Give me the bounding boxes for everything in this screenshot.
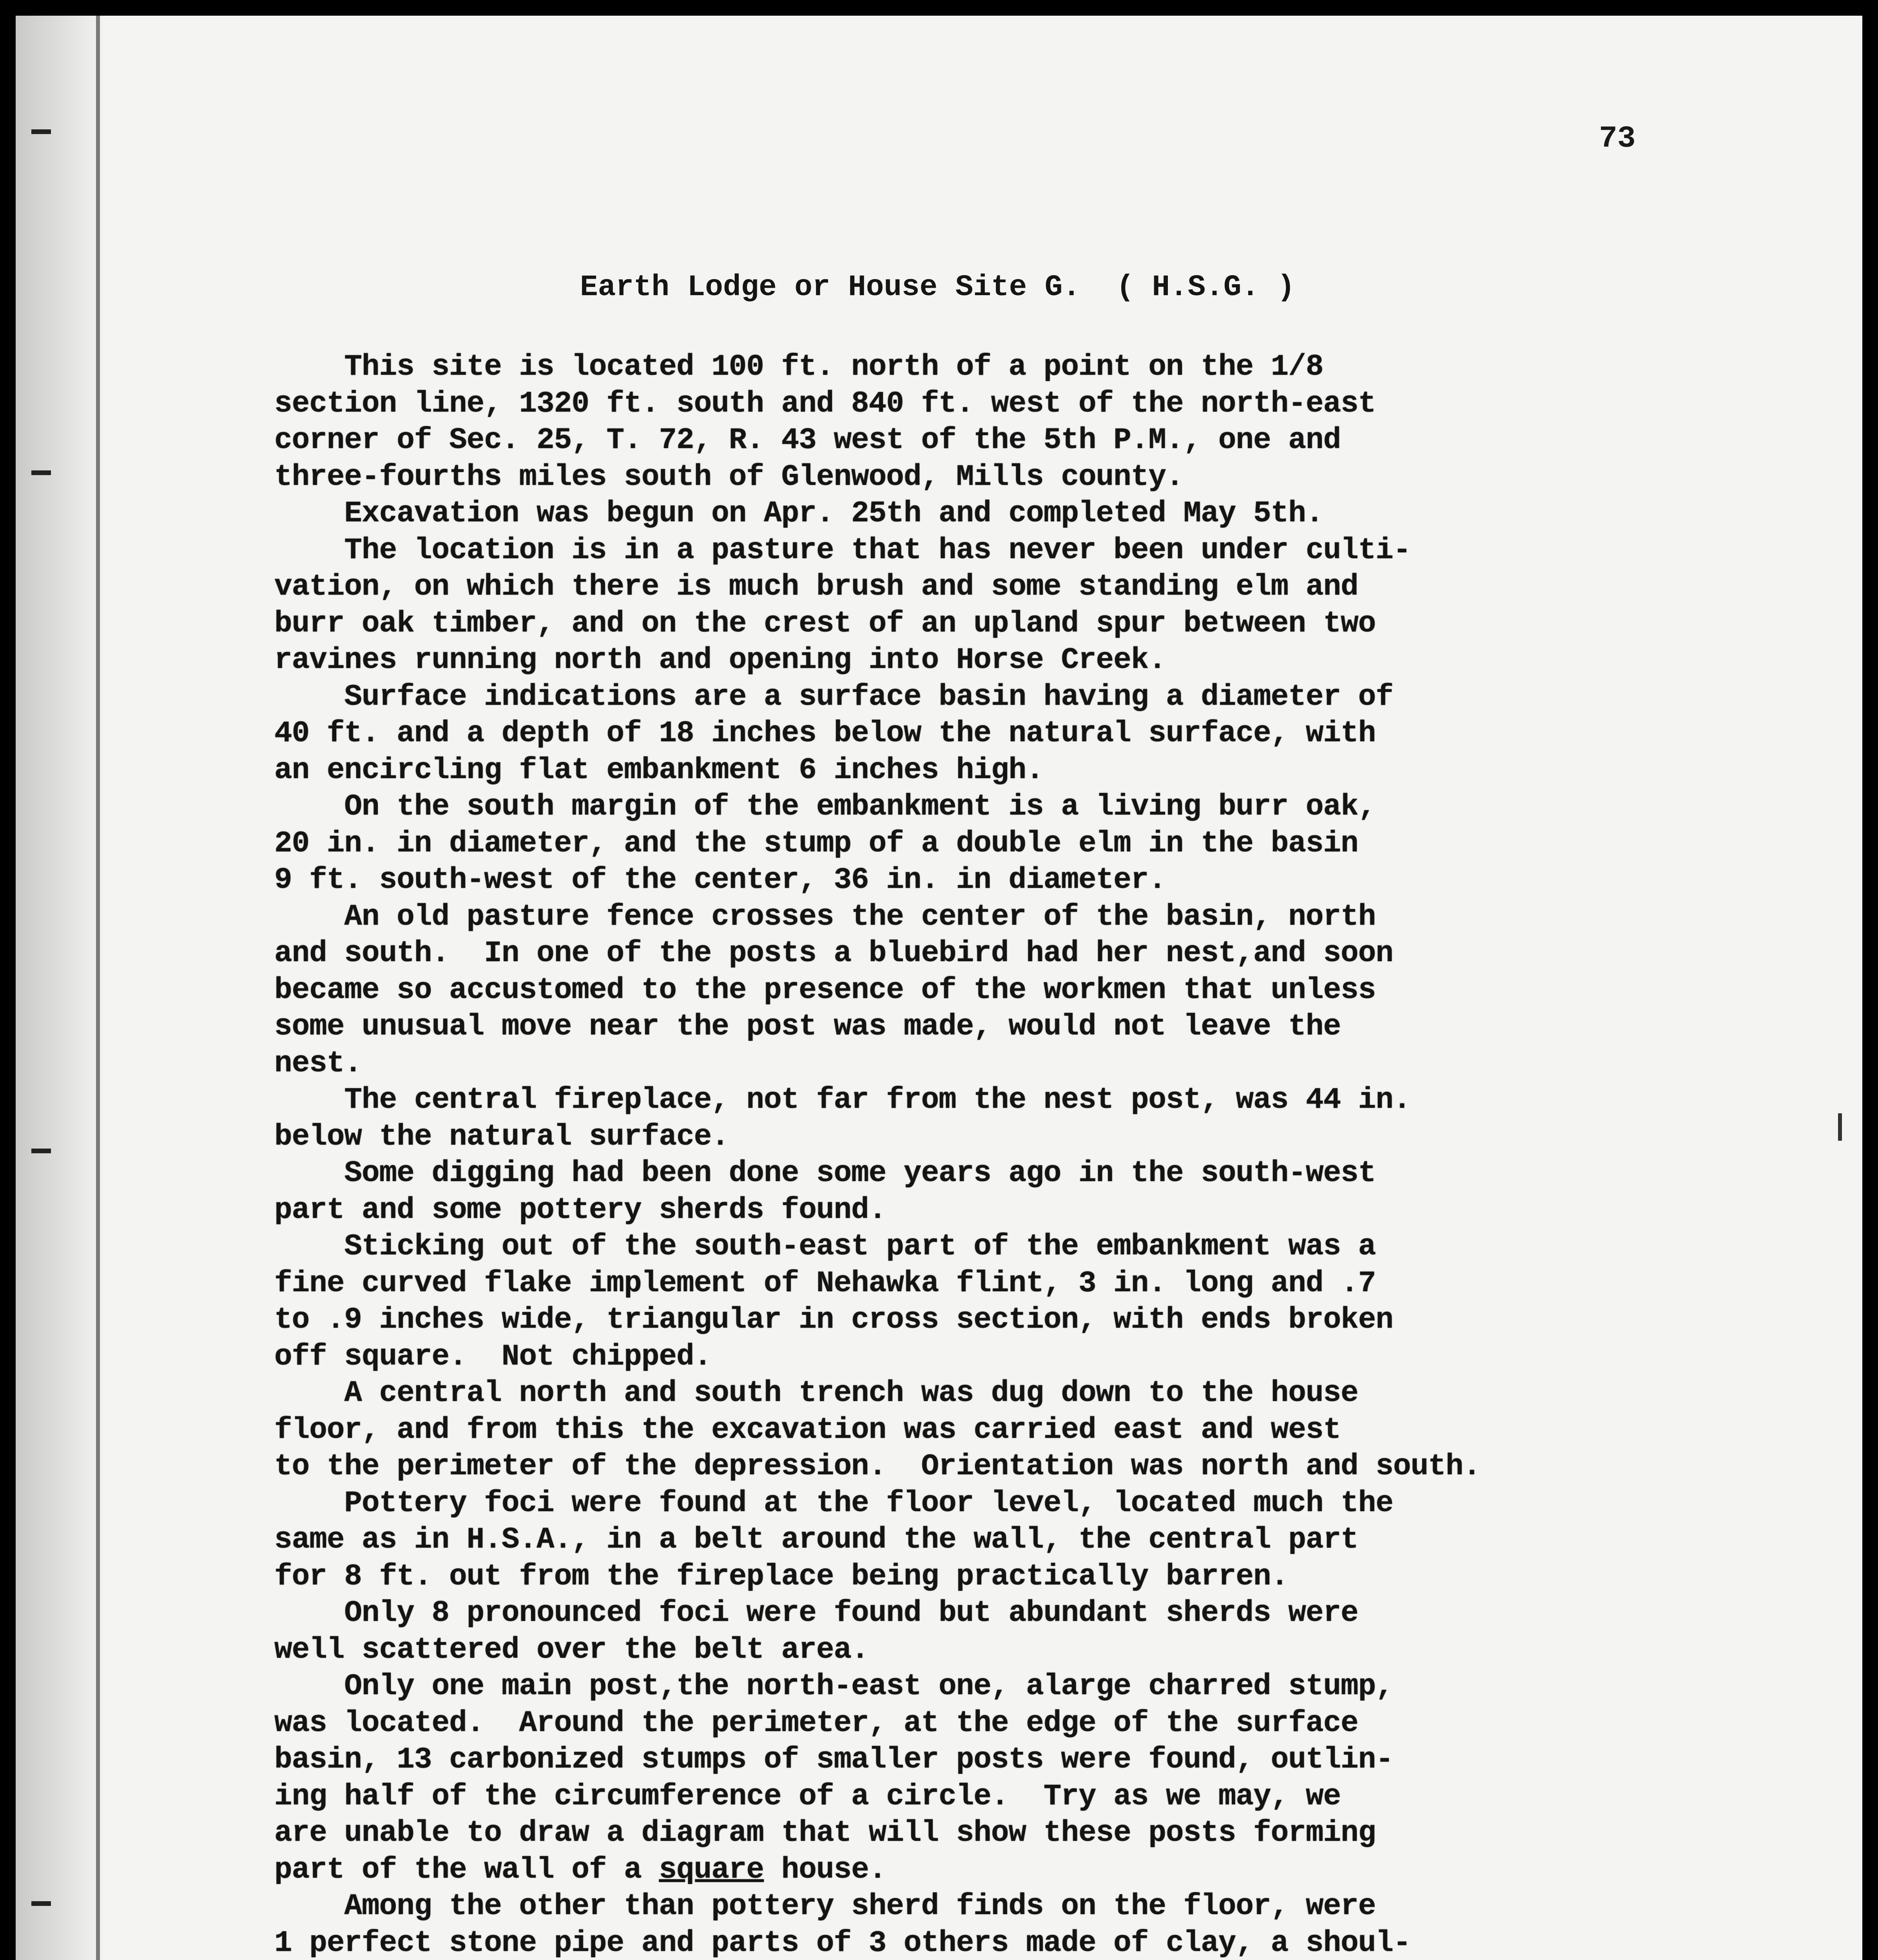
text-line: basin, 13 carbonized stumps of smaller posts were found, outlin- <box>274 1743 1393 1777</box>
text-line: 20 in. in diameter, and the stump of a double elm in the basin <box>274 826 1358 860</box>
text-line: ravines running north and opening into Horse Creek. <box>274 643 1166 677</box>
text-line: Only 8 pronounced foci were found but abundant sherds were <box>274 1596 1358 1630</box>
text-line: 1 perfect stone pipe and parts of 3 others made of clay, a shoul- <box>274 1926 1411 1960</box>
text-line: burr oak timber, and on the crest of an upland spur between two <box>274 606 1376 641</box>
binding-tick <box>31 1901 51 1906</box>
text-line: section line, 1320 ft. south and 840 ft. west of the north-east <box>274 387 1376 421</box>
text-line: below the natural surface. <box>274 1120 729 1154</box>
text-line: for 8 ft. out from the fireplace being practically barren. <box>274 1559 1289 1593</box>
text-line: Pottery foci were found at the floor level, located much the <box>274 1486 1393 1520</box>
text-fragment: part of the wall of a <box>274 1853 659 1887</box>
text-line: fine curved flake implement of Nehawka flint, 3 in. long and .7 <box>274 1266 1376 1300</box>
binding-tick <box>31 470 51 475</box>
text-line: off square. Not chipped. <box>274 1339 712 1374</box>
text-line: The central fireplace, not far from the nest post, was 44 in. <box>274 1083 1411 1117</box>
text-line: Sticking out of the south-east part of the embankment was a <box>274 1230 1376 1263</box>
text-line: Some digging had been done some years ago in the south-west <box>274 1156 1376 1190</box>
page-title: Earth Lodge or House Site G. ( H.S.G. ) <box>580 270 1295 304</box>
page-number: 73 <box>1599 122 1636 156</box>
text-line: 40 ft. and a depth of 18 inches below the natural surface, with <box>274 717 1376 750</box>
text-line: an encircling flat embankment 6 inches high. <box>274 753 1044 787</box>
text-line: to the perimeter of the depression. Orientation was north and south. <box>274 1450 1481 1483</box>
text-line: corner of Sec. 25, T. 72, R. 43 west of the 5th P.M., one and <box>274 423 1341 457</box>
underlined-word: square <box>659 1853 764 1887</box>
text-line: and south. In one of the posts a bluebird had her nest,and soon <box>274 936 1393 970</box>
text-line: nest. <box>274 1046 362 1080</box>
text-line: Surface indications are a surface basin having a diameter of <box>274 680 1393 714</box>
text-line: was located. Around the perimeter, at the edge of the surface <box>274 1706 1358 1740</box>
text-line: vation, on which there is much brush and some standing elm and <box>274 570 1358 604</box>
body-text <box>274 349 1834 1960</box>
text-line: The location is in a pasture that has never been under culti- <box>274 533 1411 567</box>
text-line: some unusual move near the post was made, would not leave the <box>274 1010 1341 1044</box>
text-line: ing half of the circumference of a circle. Try as we may, we <box>274 1779 1341 1813</box>
document-page <box>16 16 1862 1960</box>
text-line: An old pasture fence crosses the center of the basin, north <box>274 900 1376 934</box>
text-line: became so accustomed to the presence of the workmen that unless <box>274 973 1376 1007</box>
text-line: On the south margin of the embankment is a living burr oak, <box>274 790 1376 824</box>
text-line: 9 ft. south-west of the center, 36 in. in diameter. <box>274 863 1166 897</box>
text-line: A central north and south trench was dug down to the house <box>274 1376 1358 1410</box>
text-line: Excavation was begun on Apr. 25th and completed May 5th. <box>274 497 1323 530</box>
text-line: This site is located 100 ft. north of a point on the 1/8 <box>274 350 1323 384</box>
binding-tick <box>31 1149 51 1153</box>
text-line: three-fourths miles south of Glenwood, Mills county. <box>274 460 1184 494</box>
text-line <box>274 1852 1834 1889</box>
binding-shadow <box>16 16 106 1960</box>
edge-mark <box>1838 1113 1842 1141</box>
text-line: to .9 inches wide, triangular in cross section, with ends broken <box>274 1303 1393 1337</box>
text-line: are unable to draw a diagram that will show these posts forming <box>274 1816 1376 1850</box>
text-fragment: house. <box>764 1853 886 1887</box>
binding-rule <box>96 16 100 1960</box>
text-line: Only one main post,the north-east one, alarge charred stump, <box>274 1670 1393 1703</box>
text-line: floor, and from this the excavation was carried east and west <box>274 1413 1341 1447</box>
text-line: same as in H.S.A., in a belt around the wall, the central part <box>274 1523 1358 1557</box>
binding-tick <box>31 129 51 134</box>
text-line: part and some pottery sherds found. <box>274 1193 886 1227</box>
text-line: well scattered over the belt area. <box>274 1633 869 1667</box>
text-line: Among the other than pottery sherd finds on the floor, were <box>274 1889 1376 1923</box>
